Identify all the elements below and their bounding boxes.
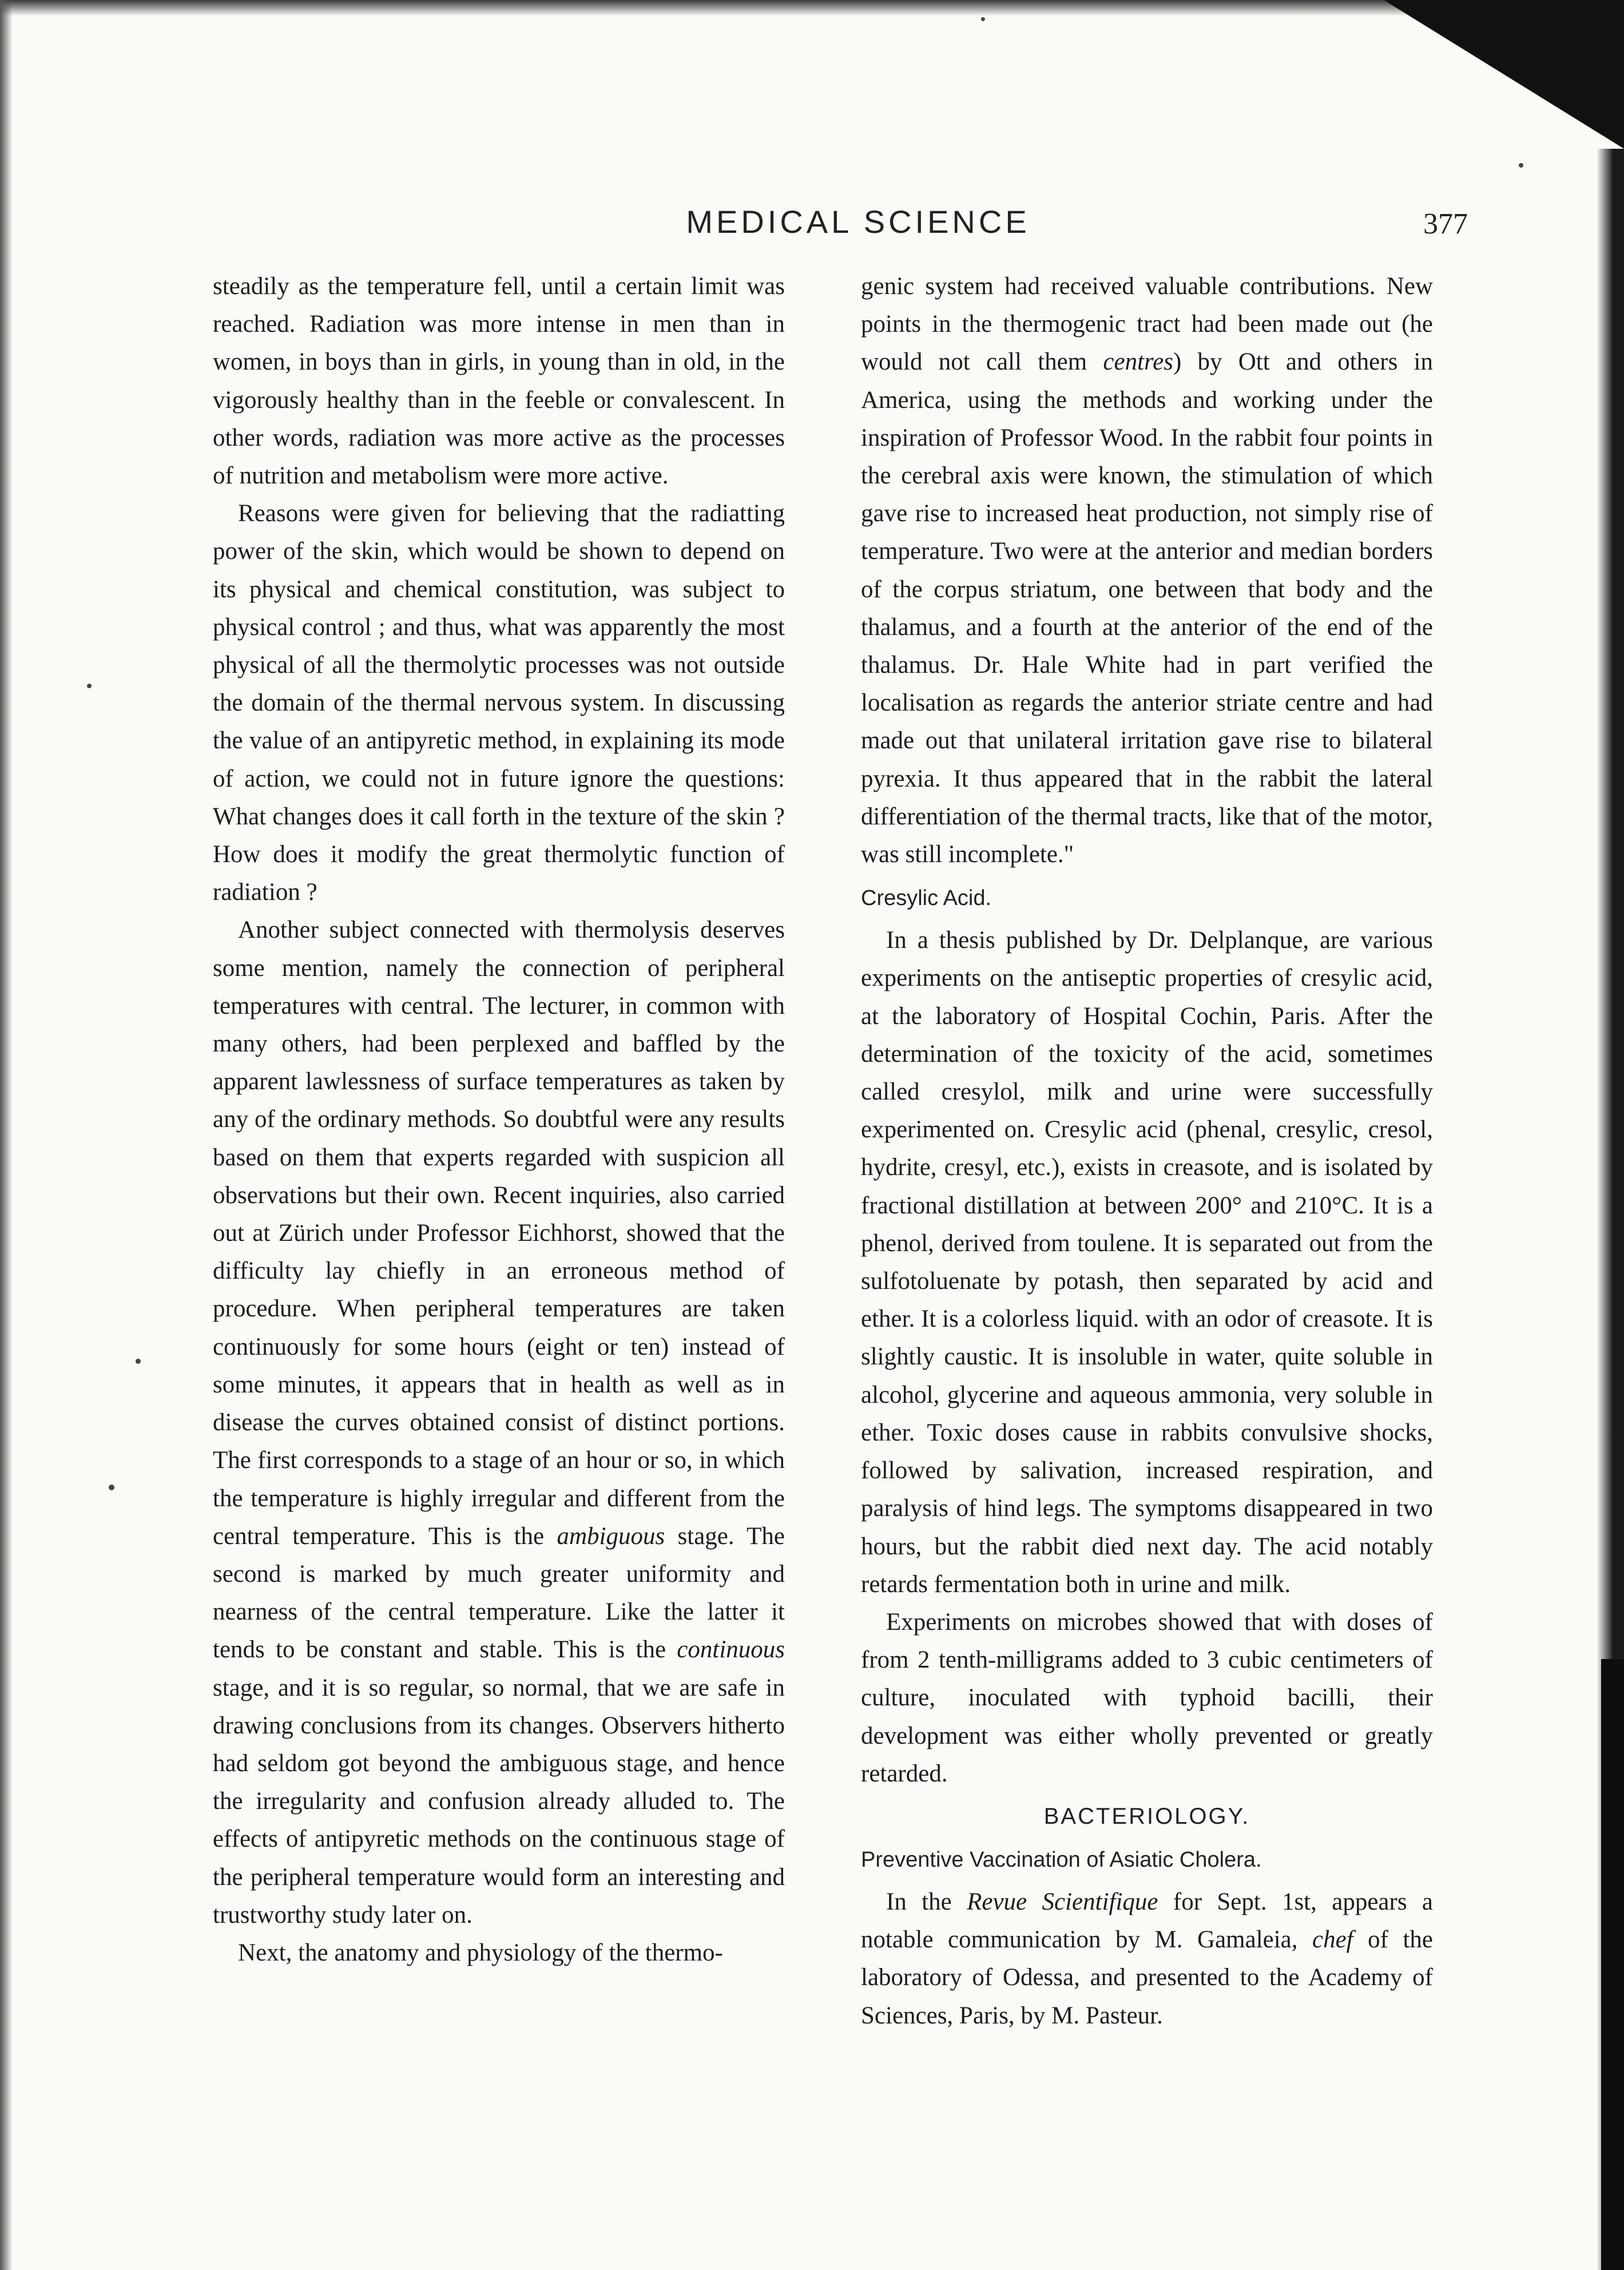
text-run: stage, and it is so regular, so normal, that we are safe in drawing conclusions from its changes. Observers hitherto had seldom got beyond the ambiguous stage, and hence the irregularity and confusion already alluded to. The effects of antipyretic methods on the continuous stage of the peripheral temperature would form an interesting and trustworthy study later on. <box>213 1674 785 1928</box>
running-header: MEDICAL SCIENCE <box>686 204 1030 240</box>
paragraph: steadily as the temperature fell, until a certain limit was reached. Radiation was more intense in men than in women, in boys than in girls, in young than in old, in the vigorously healthy than in the feeble or convalescent. In other words, radiation was more active as the processes of nutrition and metabolism were more active. <box>213 273 785 490</box>
text-run: of the laboratory of Odessa, and presented to the Academy of Sciences, Paris, by M. Pasteur. <box>861 1926 1433 2029</box>
text-run: for Sept. 1st, appears a notable communication by M. Gamaleia, <box>861 1888 1434 1954</box>
scan-speck <box>981 17 985 21</box>
paragraph: Next, the anatomy and physiology of the thermo- <box>238 1939 723 1966</box>
italic-term: continuous <box>677 1636 785 1664</box>
paragraph <box>861 1883 1433 2035</box>
text-run: genic system had received valuable contributions. New points in the thermogenic tract had been made out (he would not call them <box>861 273 1433 376</box>
text-run: ) by Ott and others in America, using the methods and working under the inspiration of Professor Wood. In the rabbit four points in the cerebral axis were known, the stimulation of which gave rise to increased heat production, not simply rise of temperature. Two were at the anterior and median borders of the corpus striatum, one between that body and the thalamus, and a fourth at the anterior of the end of the thalamus. Dr. Hale White had in part verified the localisation as regards the anterior striate centre and had made out that unilateral irritation gave rise to bilateral pyrexia. It thus appeared that in the rabbit the lateral differentiation of the thermal tracts, like that of the motor, was still incomplete." <box>861 348 1433 868</box>
italic-term: Revue Scientifique <box>967 1888 1158 1915</box>
scan-speck <box>1519 163 1523 168</box>
paragraph: Experiments on microbes showed that with doses of from 2 tenth-milligrams added to 3 cubic centimeters of culture, inoculated with typhoid bacilli, their development was either wholly prevented or greatly retarded. <box>861 1608 1433 1787</box>
subheading-cresylic-acid: Cresylic Acid. <box>861 886 992 911</box>
subheading-cholera-vaccination: Preventive Vaccination of Asiatic Cholera. <box>861 1847 1262 1872</box>
scan-shadow-left <box>0 0 13 2270</box>
italic-term: chef <box>1312 1926 1353 1954</box>
paragraph: Reasons were given for believing that the radiatting power of the skin, which would be shown to depend on its physical and chemical constitution, was subject to physical control ; and thus, what was apparently the most physical of all the thermolytic processes was not outside the domain of the thermal nervous system. In discussing the value of an antipyretic method, in explaining its mode of action, we could not in future ignore the questions: What changes does it call forth in the texture of the skin ? How does it modify the great thermolytic function of radiation ? <box>213 500 785 906</box>
right-column <box>861 268 1433 2035</box>
text-run: Another subject connected with thermolysis deserves some mention, namely the connection of peripheral temperatures with central. The lecturer, in common with many others, had been perplexed and baffled by the apparent lawlessness of surface temperatures as taken by any of the ordinary methods. So doubtful were any results based on them that experts regarded with suspicion all observations but their own. Recent inquiries, also carried out at Zürich under Professor Eichhorst, showed that the difficulty lay chiefly in an erroneous method of procedure. When peripheral temperatures are taken continuously for some hours (eight or ten) instead of some minutes, it appears that in health as well as in disease the curves obtained consist of distinct portions. The first corresponds to a stage of an hour or so, in which the temperature is highly irregular and different from the central temperature. This is the <box>213 916 785 1550</box>
paragraph <box>213 911 785 1934</box>
scan-speck <box>136 1359 141 1364</box>
italic-term: centres <box>1103 348 1173 376</box>
paragraph: In a thesis published by Dr. Delplanque, are various experiments on the antiseptic properties of cresylic acid, at the laboratory of Hospital Cochin, Paris. After the determination of the toxicity of the acid, sometimes called cresylol, milk and urine were successfully experimented on. Cresylic acid (phenal, cresylic, cresol, hydrite, cresyl, etc.), exists in creasote, and is isolated by fractional distillation at between 200° and 210°C. It is a phenol, derived from toulene. It is separated out from the sulfotoluenate by potash, then separated by acid and ether. It is a colorless liquid. with an odor of creasote. It is slightly caustic. It is insoluble in water, quite soluble in alcohol, glycerine and aqueous ammonia, very soluble in ether. Toxic doses cause in rabbits convulsive shocks, followed by salivation, increased respiration, and paralysis of hind legs. The symptoms disappeared in two hours, but the rabbit died next day. The acid notably retards fermentation both in urine and milk. <box>861 927 1433 1598</box>
scan-speck <box>87 684 92 688</box>
section-heading-bacteriology: BACTERIOLOGY. <box>1043 1803 1250 1829</box>
scan-shadow-top <box>0 0 1624 16</box>
left-column <box>213 268 785 1972</box>
text-run: stage. The second is marked by much greater uniformity and nearness of the central temperature. Like the latter it tends to be constant and stable. This is the <box>213 1522 785 1664</box>
page-number: 377 <box>1423 208 1468 240</box>
text-run: In the <box>886 1888 952 1915</box>
paragraph <box>861 268 1433 874</box>
scan-speck <box>109 1485 114 1490</box>
scan-shadow-right-lower <box>1601 1659 1624 2270</box>
italic-term: ambiguous <box>557 1522 665 1550</box>
scan-dark-corner <box>1384 0 1624 149</box>
